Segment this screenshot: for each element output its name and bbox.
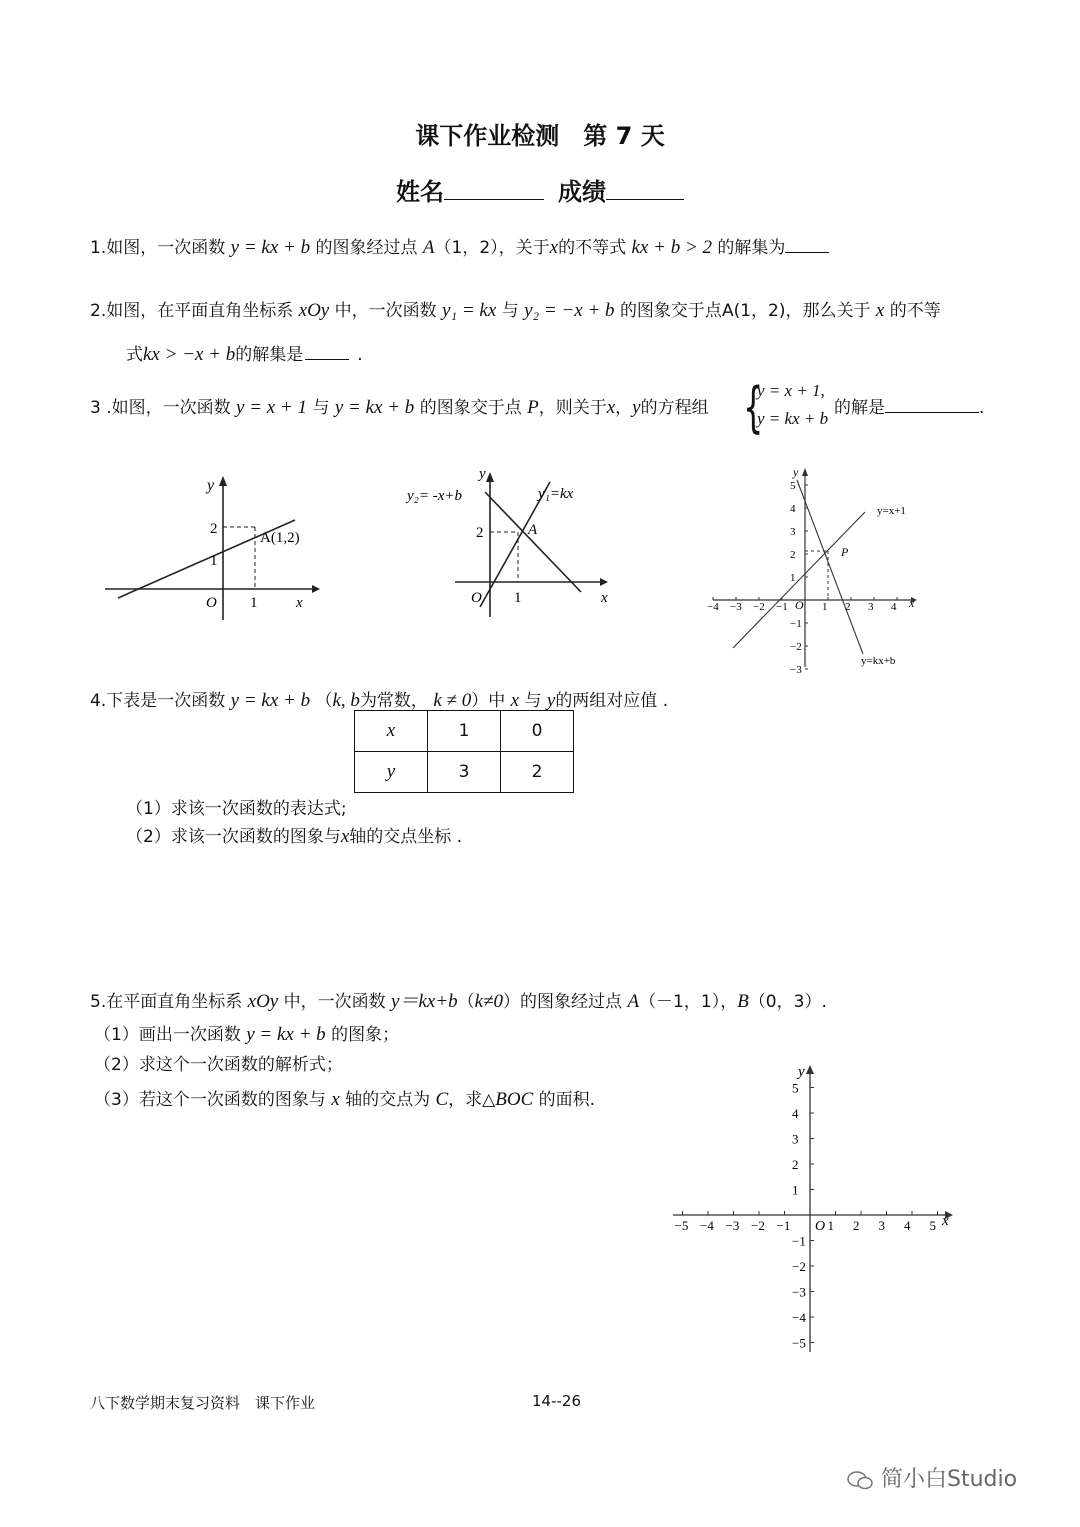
- label-line-2: y=kx+b: [861, 655, 896, 667]
- x-tick-label: 1: [822, 601, 828, 613]
- q4-condition: k ≠ 0: [433, 690, 472, 711]
- q1-text: 的不等式: [558, 238, 627, 258]
- q2-text: 2.如图，在平面直角坐标系: [90, 301, 294, 321]
- q5-triangle: BOC: [495, 1089, 534, 1110]
- y-arrow-icon: [219, 476, 227, 486]
- y-tick-label: 5: [792, 1080, 799, 1096]
- y-tick-label: 1: [790, 572, 796, 584]
- q4-var-x: x: [510, 690, 520, 711]
- x-label: x: [942, 1213, 949, 1229]
- q2-coord-system: xOy: [298, 300, 330, 321]
- x-tick-label: 4: [904, 1218, 911, 1233]
- y-arrow-icon: [806, 1065, 814, 1074]
- q3-text: 的解是: [834, 398, 885, 418]
- y-tick-label: 5: [790, 480, 796, 492]
- q4-text: 为常数，: [359, 691, 428, 711]
- q3-text: 3 .如图，一次函数: [90, 398, 231, 418]
- q5-point-c: C: [435, 1089, 449, 1110]
- name-label: 姓名: [396, 178, 444, 206]
- x-tick-label: −4: [707, 601, 719, 613]
- q5-text: （3）若这个一次函数的图象与: [94, 1090, 326, 1110]
- y-tick-label: −2: [792, 1259, 806, 1274]
- table-row: [355, 752, 574, 793]
- q5-text: ，求△: [448, 1090, 496, 1110]
- y-tick-label: 2: [792, 1157, 799, 1172]
- y-tick-label: −2: [790, 641, 802, 653]
- coordinate-grid[interactable]: [665, 1060, 965, 1360]
- x-tick-label: 3: [868, 601, 874, 613]
- y-arrow-icon: [802, 468, 808, 476]
- label-y1: y₁=kx: [538, 486, 574, 502]
- x-arrow-icon: [600, 578, 608, 586]
- q1-function: y = kx + b: [230, 237, 311, 258]
- q5-text: 轴的交点为: [345, 1090, 431, 1110]
- q5-point-b: B: [737, 991, 749, 1012]
- x-label: x: [909, 596, 915, 610]
- values-table: [354, 710, 574, 793]
- question-2: [90, 296, 941, 322]
- watermark: [846, 1462, 1017, 1493]
- q4-function: y = kx + b: [230, 690, 311, 711]
- q5-condition: k≠0: [474, 991, 504, 1012]
- q5-part-3: [94, 1085, 595, 1111]
- q1-var: x: [549, 237, 559, 258]
- score-label: 成绩: [558, 178, 606, 206]
- q4-part-2: [126, 822, 462, 848]
- line-y2: [485, 492, 581, 592]
- table-cell: 0: [501, 711, 574, 752]
- q5-text: 中，一次函数: [283, 992, 386, 1012]
- q1-text: （1，2），关于: [434, 238, 550, 258]
- q3-text: 的图象交于点: [419, 398, 522, 418]
- x-tick-label: 2: [845, 601, 851, 613]
- line-kx-plus-b: [797, 480, 863, 654]
- question-2-cont: [126, 340, 363, 366]
- q4-text: （: [315, 691, 333, 711]
- q5-var: x: [331, 1089, 340, 1110]
- question-1: [90, 233, 829, 259]
- q1-answer-blank[interactable]: [785, 234, 829, 253]
- q1-text: 的图象经过点: [315, 238, 418, 258]
- y-tick-label: 4: [792, 1106, 799, 1121]
- y-tick-label: −3: [790, 664, 802, 674]
- system-brace: {: [743, 374, 764, 440]
- tick-2: 2: [210, 521, 218, 537]
- figure-2: [405, 462, 620, 622]
- table-cell: 1: [428, 711, 501, 752]
- q4-text: 轴的交点坐标 .: [349, 827, 463, 847]
- label-y2: y₂= -x+b: [407, 488, 463, 504]
- q5-coord-system: xOy: [247, 991, 279, 1012]
- question-3-end: [834, 393, 984, 418]
- q1-point: A: [422, 237, 435, 258]
- y-label: y: [798, 1064, 805, 1080]
- q5-text: （0，3）.: [748, 992, 827, 1012]
- question-4: [90, 686, 668, 712]
- x-tick-label: 3: [878, 1218, 885, 1233]
- origin-label: O: [795, 598, 804, 612]
- page-title: 课下作业检测 第 7 天: [415, 122, 665, 150]
- point-a-label: A: [528, 522, 538, 538]
- wechat-icon: [846, 1469, 874, 1491]
- tick-x1: 1: [514, 590, 522, 606]
- y-tick-label: −1: [790, 618, 802, 630]
- y-tick-label: 1: [792, 1182, 799, 1198]
- q1-inequality: kx + b > 2: [631, 237, 713, 258]
- question-5: [90, 986, 827, 1013]
- origin-label: O: [471, 590, 482, 606]
- q5-part-2: （2）求这个一次函数的解析式；: [94, 1055, 343, 1075]
- y-tick-label: 2: [790, 549, 796, 561]
- x-label: x: [601, 590, 608, 606]
- q4-text: （2）求该一次函数的图象与: [126, 827, 341, 847]
- q3-text: 与: [312, 398, 330, 418]
- q5-text: 5.在平面直角坐标系: [90, 992, 243, 1012]
- q2-answer-blank[interactable]: [305, 341, 349, 360]
- system-row-2: y = kx + b: [757, 409, 829, 428]
- x-tick-label: −4: [700, 1218, 714, 1233]
- q1-text: 的解集为: [717, 238, 786, 258]
- q3-function-1: y = x + 1: [236, 397, 308, 418]
- tick-2: 2: [476, 525, 484, 541]
- q5-part-1: [94, 1020, 399, 1046]
- q2-text: .: [357, 345, 363, 365]
- q4-text: 与: [524, 691, 542, 711]
- origin-label: O: [206, 595, 217, 611]
- q1-text: 1.如图，一次函数: [90, 238, 226, 258]
- q3-text: .: [979, 398, 985, 418]
- y-label: y: [207, 477, 215, 494]
- watermark-text: 简小白Studio: [881, 1467, 1018, 1492]
- q2-text: 与: [501, 301, 519, 321]
- q3-answer-blank[interactable]: [885, 394, 979, 413]
- q5-text: （1）画出一次函数: [94, 1025, 241, 1045]
- q5-function: y＝kx+b: [391, 991, 458, 1012]
- q4-vars: k, b: [332, 690, 360, 711]
- x-tick-label: −2: [753, 601, 765, 613]
- q2-text: 的解集是: [235, 345, 304, 365]
- x-arrow-icon: [312, 585, 320, 593]
- q2-function-1: y₁ = kx: [442, 300, 497, 321]
- q5-text: 的图象；: [331, 1025, 400, 1045]
- q3-text: 的方程组: [640, 398, 709, 418]
- tick-1: 1: [210, 553, 218, 569]
- q2-var: x: [875, 300, 885, 321]
- name-blank[interactable]: [444, 181, 544, 200]
- y-tick-label: 3: [790, 526, 796, 538]
- q2-text: 的图象交于点: [619, 301, 722, 321]
- q3-point: P: [527, 397, 539, 418]
- x-tick-label: −1: [776, 601, 788, 613]
- q5-point-a: A: [627, 991, 640, 1012]
- x-tick-label: 2: [853, 1218, 860, 1233]
- label-line-1: y=x+1: [877, 505, 906, 517]
- y-tick-label: −4: [792, 1310, 806, 1325]
- y-tick-label: 4: [790, 503, 796, 515]
- name-score-line: [0, 172, 1080, 207]
- table-cell: y: [355, 752, 428, 793]
- q4-text: 4.下表是一次函数: [90, 691, 226, 711]
- y-label: y: [793, 465, 799, 479]
- q4-text: ）中: [471, 691, 506, 711]
- q5-text: （－1，1），: [639, 992, 738, 1012]
- y-tick-label: −1: [792, 1233, 806, 1249]
- q5-text: 的面积.: [538, 1090, 596, 1110]
- table-cell: x: [355, 711, 428, 752]
- table-row: [355, 711, 574, 752]
- q4-part-1: （1）求该一次函数的表达式;: [126, 799, 347, 819]
- figure-3: [705, 462, 930, 674]
- x-tick-label: −1: [776, 1218, 791, 1233]
- q2-text: A(1，2)，那么关于: [721, 301, 871, 321]
- origin-label: O: [815, 1219, 826, 1234]
- q3-var-x: x: [606, 397, 616, 418]
- q3-text: ，则关于: [538, 398, 607, 418]
- q4-var: x: [340, 826, 350, 847]
- x-tick-label: −5: [674, 1218, 689, 1233]
- x-tick-label: −3: [730, 601, 742, 613]
- point-a-label: A(1,2): [260, 530, 300, 546]
- footer-left: 八下数学期末复习资料 课下作业: [90, 1394, 316, 1412]
- x-tick-label: −2: [751, 1218, 765, 1233]
- y-tick-label: 3: [792, 1131, 799, 1147]
- x-tick-label: 5: [929, 1218, 936, 1233]
- q3-var-y: y: [632, 397, 641, 418]
- figure-1: [100, 470, 320, 630]
- tick-x1: 1: [250, 595, 258, 611]
- q3-text: ，: [615, 398, 633, 418]
- question-3: [90, 393, 709, 419]
- q5-text: （: [457, 992, 475, 1012]
- score-blank[interactable]: [606, 181, 684, 200]
- y-tick-label: −5: [792, 1335, 806, 1351]
- q2-text: 中，一次函数: [334, 301, 437, 321]
- y-tick-label: −3: [792, 1284, 806, 1300]
- x-label: x: [296, 595, 303, 611]
- y-label: y: [479, 466, 486, 482]
- q2-text: 的不等: [889, 301, 941, 321]
- q4-var-y: y: [546, 690, 556, 711]
- system-row-1: y = x + 1,: [757, 381, 825, 400]
- q2-text: 式: [126, 345, 143, 365]
- q5-function: y = kx + b: [246, 1024, 326, 1045]
- x-tick-label: 1: [827, 1218, 834, 1233]
- page-number: 14--26: [532, 1392, 581, 1410]
- q2-function-2: y₂ = −x + b: [524, 300, 615, 321]
- q4-text: 的两组对应值 .: [555, 691, 669, 711]
- x-tick-label: −3: [725, 1218, 740, 1233]
- table-cell: 3: [428, 752, 501, 793]
- point-p-label: P: [841, 545, 849, 559]
- y-arrow-icon: [486, 472, 494, 482]
- q2-inequality: kx > −x + b: [143, 344, 236, 365]
- q3-function-2: y = kx + b: [334, 397, 415, 418]
- x-tick-label: 4: [891, 601, 897, 613]
- q5-text: ）的图象经过点: [503, 992, 623, 1012]
- table-cell: 2: [501, 752, 574, 793]
